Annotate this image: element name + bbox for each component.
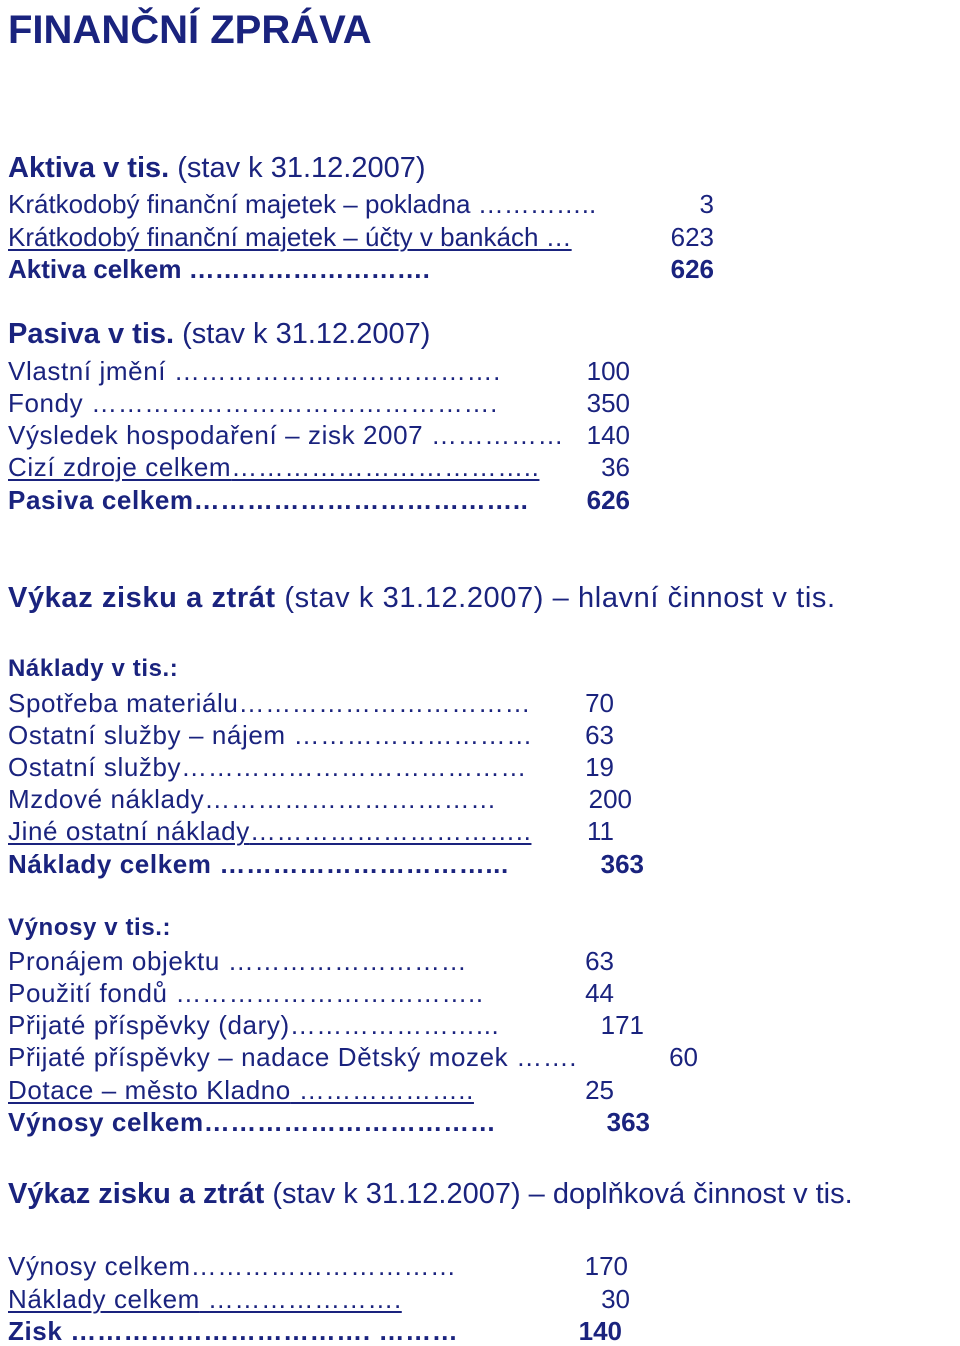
row-label: Výnosy celkem [8, 1251, 191, 1281]
row-label: Ostatní služby [8, 752, 182, 782]
naklady-value-spotreba: 70 [585, 688, 614, 718]
vzz-doplnkova-heading [8, 1180, 853, 1209]
row-leader: ……………………………. ……… [62, 1316, 459, 1346]
row-leader: ……. [508, 1042, 578, 1072]
row-label: Přijaté příspěvky (dary) [8, 1010, 290, 1040]
vzz-hlavni-heading [8, 584, 836, 613]
naklady-row-jine [8, 818, 614, 844]
row-leader: ……………………………….. [193, 485, 529, 515]
row-leader: ………………………… [190, 1251, 457, 1281]
doplnkova-row-naklady [8, 1286, 632, 1312]
row-leader: ………………………………… [181, 752, 527, 782]
aktiva-heading-rest: (stav k 31.12.2007) [169, 152, 426, 184]
vynosy-row-fondy [8, 980, 484, 1006]
pasiva-value-vlastni-jmeni: 100 [586, 356, 630, 386]
row-leader: …………………………… [203, 1107, 497, 1137]
vzz-doplnkova-heading-rest: (stav k 31.12.2007) – doplňková činnost v tis. [264, 1178, 853, 1210]
pasiva-value-total: 626 [586, 485, 630, 515]
naklady-row-total [8, 851, 509, 877]
doplnkova-value-vynosy: 170 [584, 1251, 628, 1281]
row-label: Spotřeba materiálu [8, 688, 239, 718]
row-leader: …………………. [199, 1284, 402, 1314]
page-title: FINANČNÍ ZPRÁVA [8, 8, 372, 52]
aktiva-value-banky: 623 [670, 222, 714, 252]
naklady-row-sluzby [8, 754, 527, 780]
naklady-value-total: 363 [600, 849, 644, 879]
pasiva-value-vysledek: 140 [586, 420, 630, 450]
pasiva-row-cizi-zdroje [8, 454, 630, 480]
doplnkova-value-zisk: 140 [578, 1316, 622, 1346]
aktiva-row-pokladna [8, 191, 596, 217]
vynosy-value-dary: 171 [600, 1010, 644, 1040]
row-leader: ………………………. [181, 254, 430, 284]
aktiva-value-total: 626 [670, 254, 714, 284]
row-label: Dotace – město Kladno [8, 1075, 291, 1105]
row-label: Cizí zdroje celkem [8, 452, 232, 482]
naklady-heading: Náklady v tis.: [8, 655, 179, 682]
row-label: Výnosy celkem [8, 1107, 204, 1137]
vynosy-row-total [8, 1109, 496, 1135]
pasiva-row-fondy [8, 390, 498, 416]
pasiva-value-fondy: 350 [586, 388, 630, 418]
naklady-value-jine: 11 [587, 816, 614, 846]
vynosy-value-fondy: 44 [585, 978, 614, 1008]
vynosy-value-total: 363 [606, 1107, 650, 1137]
row-leader: ………………………………………. [83, 388, 498, 418]
vynosy-row-dotace [8, 1077, 614, 1103]
aktiva-heading-bold: Aktiva v tis. [8, 152, 170, 184]
row-leader: ……………………… [219, 946, 468, 976]
naklady-row-najem [8, 722, 533, 748]
aktiva-row-total [8, 256, 430, 282]
naklady-row-spotreba [8, 690, 531, 716]
row-leader: ……………….. [290, 1075, 474, 1105]
doplnkova-value-naklady: 30 [601, 1284, 630, 1314]
aktiva-value-pokladna: 3 [699, 189, 714, 219]
vzz-hlavni-heading-bold: Výkaz zisku a ztrát [8, 582, 276, 614]
row-leader: …………………... [289, 1010, 500, 1040]
row-label: Přijaté příspěvky – nadace Dětský mozek [8, 1042, 509, 1072]
pasiva-heading-rest: (stav k 31.12.2007) [174, 318, 431, 350]
vynosy-value-nadace: 60 [669, 1042, 698, 1072]
row-leader: ……………………… [285, 720, 533, 750]
vynosy-row-pronajem [8, 948, 467, 974]
vzz-doplnkova-heading-bold: Výkaz zisku a ztrát [8, 1178, 265, 1210]
vynosy-heading: Výnosy v tis.: [8, 914, 172, 941]
vynosy-value-pronajem: 63 [585, 946, 614, 976]
pasiva-heading-bold: Pasiva v tis. [8, 318, 175, 350]
pasiva-row-vysledek [8, 422, 564, 448]
row-leader: ………………………………. [166, 356, 501, 386]
row-leader: …………………………… [238, 688, 532, 718]
naklady-value-najem: 63 [585, 720, 614, 750]
aktiva-heading [8, 154, 426, 183]
row-label: Pasiva celkem [8, 485, 194, 515]
row-label: Fondy [8, 388, 84, 418]
row-label: Ostatní služby – nájem [8, 720, 286, 750]
row-leader: …………………………….. [231, 452, 540, 482]
vzz-hlavni-heading-rest: (stav k 31.12.2007) – hlavní činnost v tis. [275, 582, 836, 614]
naklady-row-mzdy [8, 786, 497, 812]
row-leader: … [538, 222, 572, 252]
row-label: Výsledek hospodaření – zisk 2007 [8, 420, 424, 450]
row-label: Jiné ostatní náklady [8, 816, 250, 846]
row-leader: …………… [423, 420, 565, 450]
row-label: Použití fondů [8, 978, 168, 1008]
row-leader: ………………………….. [249, 816, 532, 846]
row-leader: ………….. [470, 189, 597, 219]
row-label: Aktiva celkem [8, 254, 182, 284]
row-leader: …………………………… [204, 784, 497, 814]
row-label: Vlastní jmění [8, 356, 167, 386]
row-label: Náklady celkem [8, 849, 212, 879]
naklady-value-mzdy: 200 [588, 784, 632, 814]
row-label: Zisk [8, 1316, 63, 1346]
pasiva-heading [8, 320, 430, 349]
naklady-value-sluzby: 19 [585, 752, 614, 782]
aktiva-row-banky [8, 224, 712, 250]
row-leader: …………………………….. [167, 978, 484, 1008]
pasiva-value-cizi-zdroje: 36 [601, 452, 630, 482]
vynosy-row-dary [8, 1012, 499, 1038]
doplnkova-row-zisk [8, 1318, 458, 1344]
vynosy-row-nadace [8, 1044, 577, 1070]
row-leader: …………………………... [211, 849, 509, 879]
doplnkova-row-vynosy [8, 1253, 457, 1279]
row-label: Náklady celkem [8, 1284, 200, 1314]
pasiva-row-total [8, 487, 528, 513]
row-label: Krátkodobý finanční majetek – pokladna [8, 189, 471, 219]
pasiva-row-vlastni-jmeni [8, 358, 501, 384]
row-label: Mzdové náklady [8, 784, 205, 814]
row-label: Krátkodobý finanční majetek – účty v bankách [8, 222, 539, 252]
row-label: Pronájem objektu [8, 946, 220, 976]
vynosy-value-dotace: 25 [585, 1075, 614, 1105]
